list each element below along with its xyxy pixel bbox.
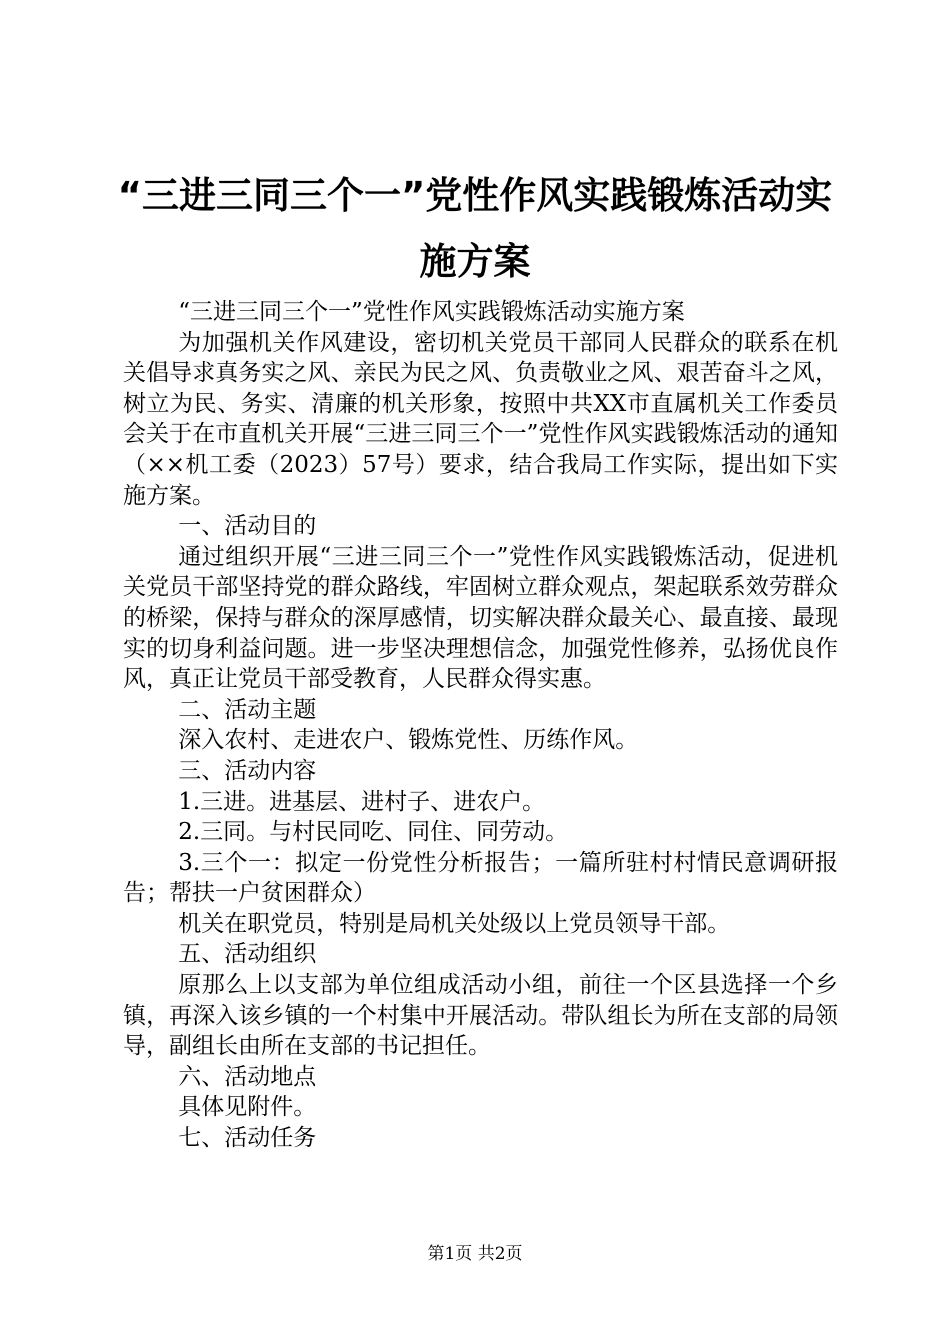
heading-activity-theme: 二、活动主题	[178, 696, 317, 723]
paragraph-activity-organization: 原那么上以支部为单位组成活动小组，前往一个区县选择一个乡镇，再深入该乡镇的一个村集中开展活动。带队组长为所在支部的局领导，副组长由所在支部的书记担任。	[123, 972, 838, 1060]
page-number-footer: 第1页 共2页	[427, 1244, 523, 1264]
title-line-1: “三进三同三个一”党性作风实践锻炼活动实	[117, 174, 833, 217]
paragraph-intro: 为加强机关作风建设，密切机关党员干部同人民群众的联系在机关倡导求真务实之风、亲民为民之风、负责敬业之风、艰苦奋斗之风，树立为民、务实、清廉的机关形象，按照中共XX市直属机关工作委员会关于在市直机关开展“三进三同三个一”党性作风实践锻炼活动的通知（××机工委（2023）57号）要求，结合我局工作实际，提出如下实施方案。	[123, 329, 838, 509]
paragraph-subtitle: “三进三同三个一”党性作风实践锻炼活动实施方案	[178, 299, 685, 325]
paragraph-activity-theme: 深入农村、走进农户、锻炼党性、历练作风。	[178, 727, 639, 754]
paragraph-activity-location: 具体见附件。	[178, 1094, 317, 1121]
heading-activity-content: 三、活动内容	[178, 757, 317, 784]
heading-activity-organization: 五、活动组织	[178, 941, 317, 968]
heading-activity-location: 六、活动地点	[178, 1063, 317, 1090]
document-title	[110, 163, 840, 295]
list-item-content-2: 2.三同。与村民同吃、同住、同劳动。	[178, 819, 569, 846]
document-body	[123, 297, 838, 1154]
list-item-content-1: 1.三进。进基层、进村子、进农户。	[178, 788, 546, 815]
title-line-2: 施方案	[419, 240, 531, 283]
paragraph-activity-purpose: 通过组织开展“三进三同三个一”党性作风实践锻炼活动，促进机关党员干部坚持党的群众路线，牢固树立群众观点，架起联系效劳群众的桥梁，保持与群众的深厚感情，切实解决群众最关心、最直接、最现实的切身利益问题。进一步坚决理想信念，加强党性修养，弘扬优良作风，真正让党员干部受教育，人民群众得实惠。	[123, 543, 838, 693]
list-item-content-3: 3.三个一：拟定一份党性分析报告；一篇所驻村村情民意调研报告；帮扶一户贫困群众）	[123, 849, 838, 907]
paragraph-participants: 机关在职党员，特别是局机关处级以上党员领导干部。	[178, 910, 731, 937]
heading-activity-purpose: 一、活动目的	[178, 513, 317, 540]
heading-activity-tasks: 七、活动任务	[178, 1125, 317, 1152]
